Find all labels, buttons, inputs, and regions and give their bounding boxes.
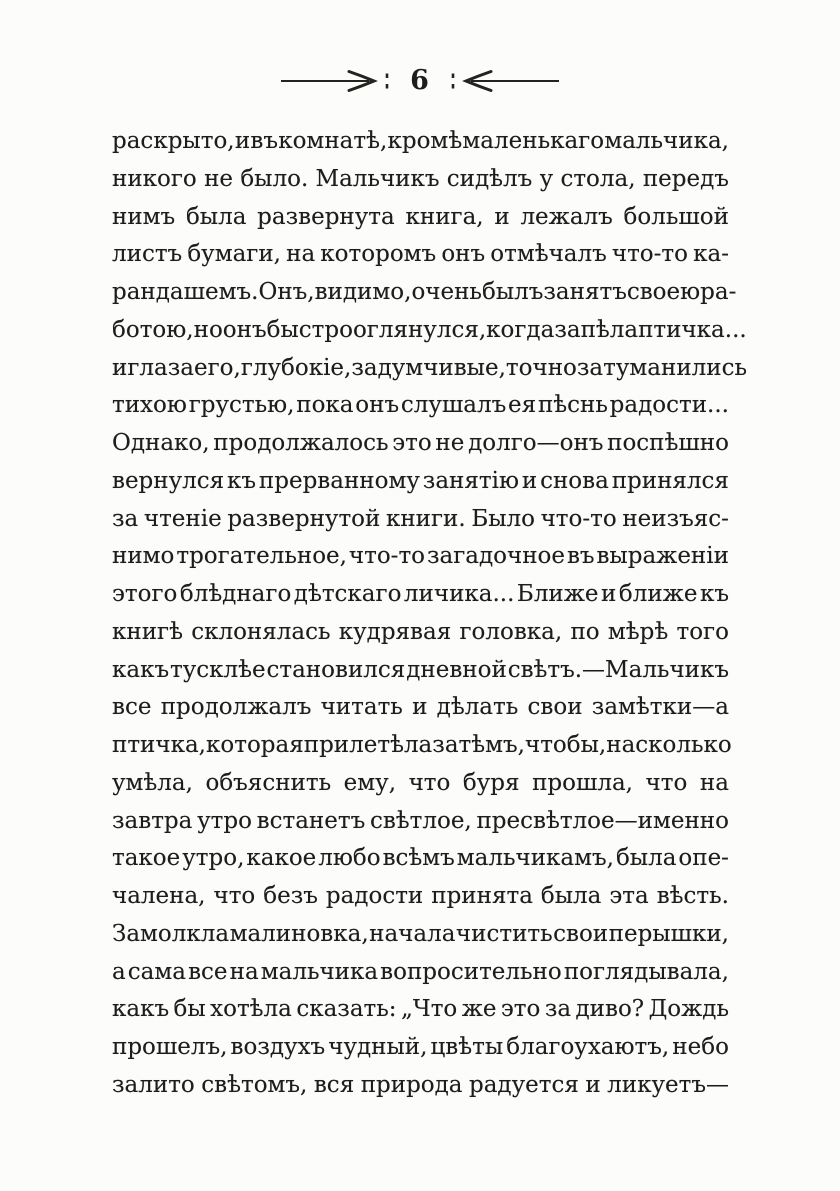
text-line: вернулся къ прерванному занятію и снова принялся: [112, 467, 729, 494]
text-line: никого не было. Мальчикъ сидѣлъ у стола, передъ: [112, 165, 729, 192]
text-line: нимъ была развернута книга, и лежалъ большой: [112, 203, 729, 230]
text-line: птичка, которая прилетѣла за тѣмъ, чтобы, на сколько: [112, 732, 732, 758]
text-line: какъ бы хотѣла сказать: „Что же это за диво? Дождь: [112, 996, 729, 1023]
text-line: ботою, но онъ быстро оглянулся, когда запѣла птичка...: [112, 316, 747, 343]
text-line: нимо трогательное, что-то загадочное въ выраженіи: [112, 543, 729, 570]
text-line: Однако, продолжалось это не долго—онъ поспѣшно: [112, 430, 729, 456]
text-line: листъ бумаги, на которомъ онъ отмѣчалъ что-то ка-: [112, 241, 729, 268]
text-line: тихою грустью, пока онъ слушалъ ея пѣснь радости...: [112, 392, 729, 419]
text-line: и глаза его, глубокіе, задумчивые, точно затуманились: [112, 354, 748, 381]
text-line: за чтеніе развернутой книги. Было что-то неизъяс-: [112, 505, 729, 532]
text-line: все продолжалъ читать и дѣлать свои замѣтки—а: [112, 694, 729, 721]
page-text: [112, 123, 748, 1105]
text-line: рандашемъ. Онъ, видимо, очень былъ занятъ своею ра-: [112, 279, 737, 305]
text-line: умѣла, объяснить ему, что буря прошла, что на: [112, 769, 729, 796]
text-line: завтра утро встанетъ свѣтлое, пресвѣтлое—именно: [112, 807, 729, 834]
page-number: 6: [410, 65, 430, 96]
text-line: этого блѣднаго дѣтскаго личика... Ближе и ближе къ: [112, 581, 729, 607]
text-line: такое утро, какое любо всѣмъ мальчикамъ, была опе-: [112, 845, 729, 872]
text-line: Замолкла малиновка, начала чистить свои перышки,: [112, 920, 729, 947]
text-line: залито свѣтомъ, вся природа радуется и ликуетъ—: [112, 1071, 729, 1098]
text-line: чалена, что безъ радости принята была эта вѣсть.: [112, 883, 729, 909]
text-line: какъ тусклѣе становился дневной свѣтъ.—Мальчикъ: [112, 656, 729, 683]
text-line: книгѣ склонялась кудрявая головка, по мѣрѣ того: [112, 618, 729, 645]
rule-with-right-arrow-icon: [279, 67, 401, 95]
text-line: раскрыто, и въ комнатѣ, кромѣ маленькаго мальчика,: [112, 128, 729, 154]
rule-with-left-arrow-icon: [439, 67, 561, 95]
text-line: прошелъ, воздухъ чудный, цвѣты благоухаютъ, небо: [112, 1034, 729, 1060]
text-line: а сама все на мальчика вопросительно поглядывала,: [112, 958, 729, 985]
page-header: [0, 64, 840, 98]
